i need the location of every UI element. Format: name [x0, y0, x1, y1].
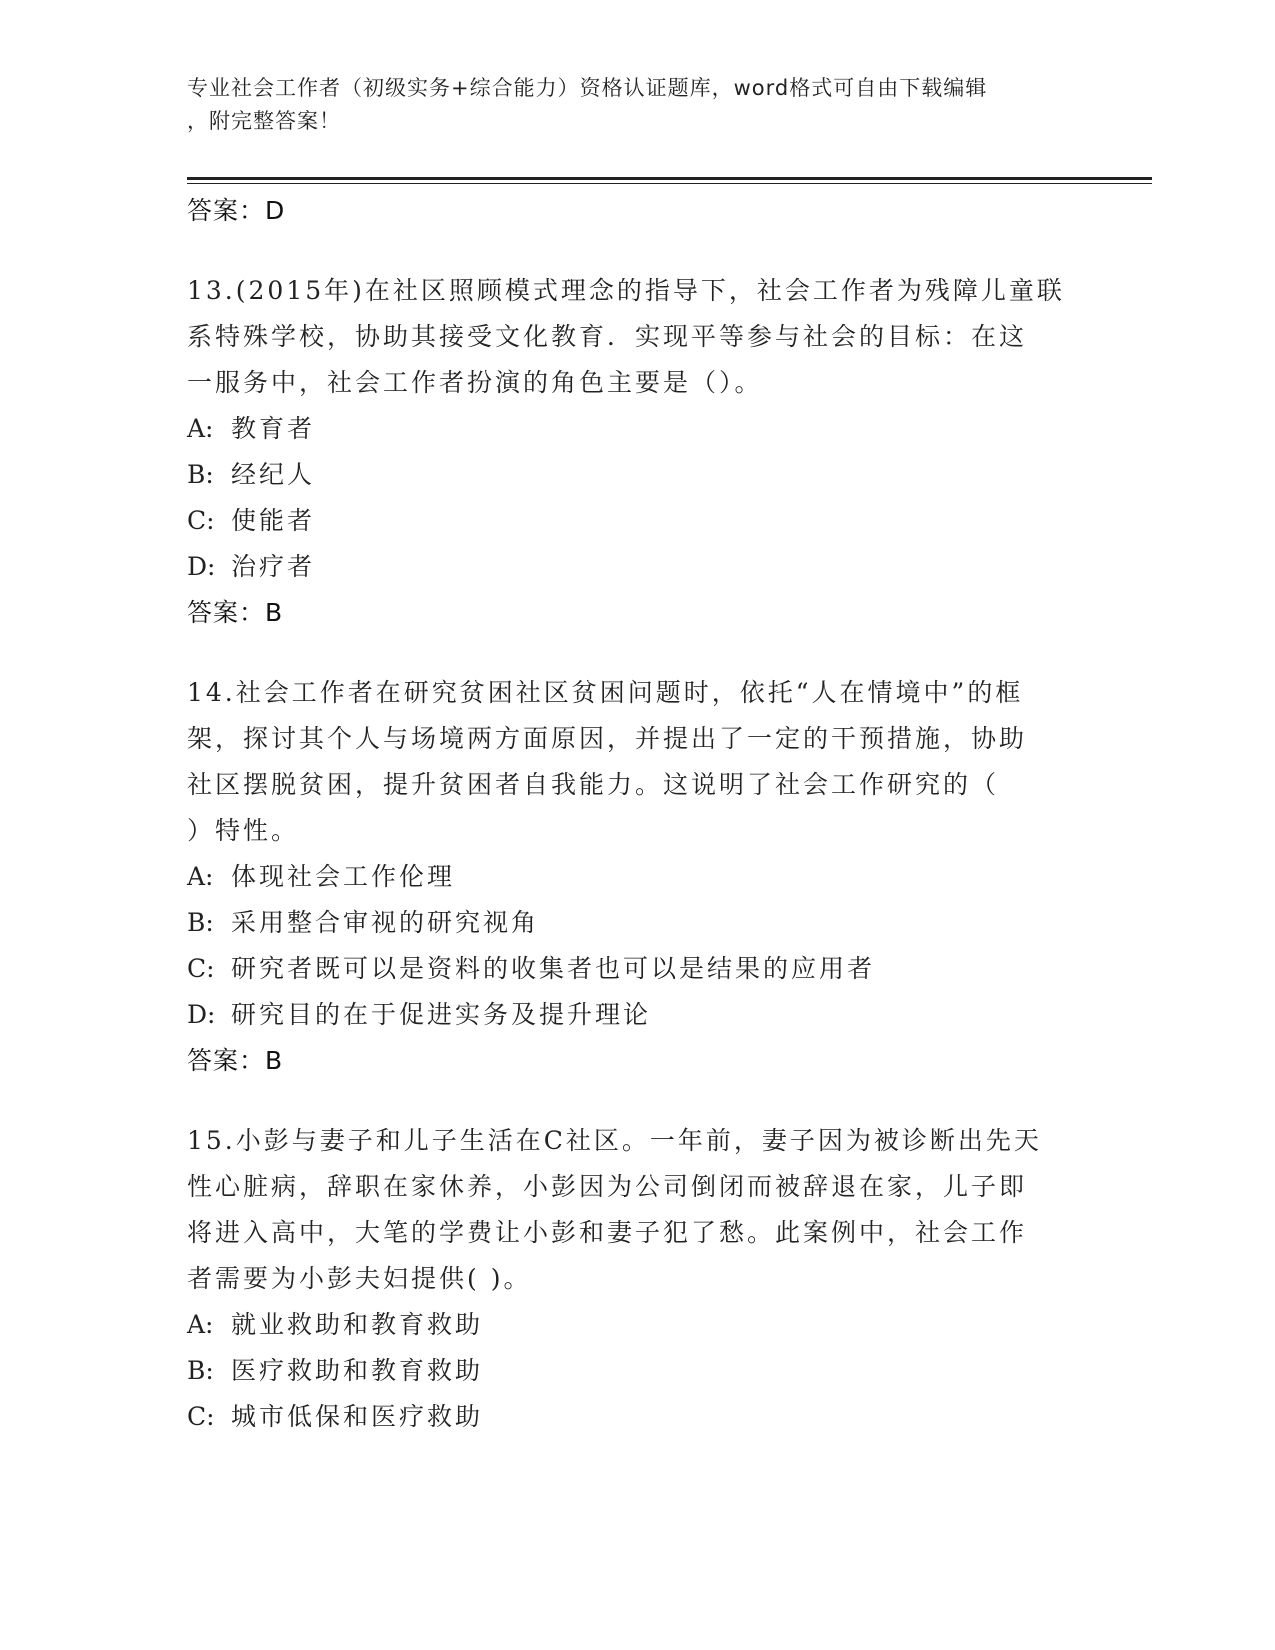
- stem-line: 13.(2015年)在社区照顾模式理念的指导下，社会工作者为残障儿童联: [187, 276, 1065, 305]
- stem-line: 14.社会工作者在研究贫困社区贫困问题时，依托“人在情境中”的框: [187, 678, 1024, 707]
- option-key: C:: [187, 1402, 215, 1431]
- option-b: [187, 1348, 1087, 1394]
- option-text: 体现社会工作伦理: [231, 862, 456, 891]
- option-text: 教育者: [231, 414, 316, 443]
- option-text: 使能者: [231, 506, 316, 535]
- question-stem: [187, 268, 1087, 406]
- option-c: [187, 1394, 1087, 1440]
- header-rule-thin: [187, 183, 1152, 184]
- previous-answer: 答案：D: [187, 196, 286, 225]
- option-key: C:: [187, 506, 215, 535]
- header-line-2: ，附完整答案！: [187, 109, 341, 133]
- question-15: [187, 1118, 1087, 1440]
- option-key: B:: [187, 1356, 214, 1385]
- answer-line: 答案：B: [187, 1046, 284, 1075]
- stem-line: 一服务中，社会工作者扮演的角色主要是（）。: [187, 368, 763, 397]
- option-text: 经纪人: [231, 460, 316, 489]
- question-14: [187, 670, 1087, 1084]
- option-text: 就业救助和教育救助: [231, 1310, 484, 1339]
- document-header: [187, 72, 1087, 138]
- option-b: [187, 900, 1087, 946]
- option-key: A:: [187, 414, 214, 443]
- option-text: 城市低保和医疗救助: [231, 1402, 484, 1431]
- question-stem: [187, 1118, 1087, 1302]
- option-a: [187, 406, 1087, 452]
- question-13: [187, 268, 1087, 636]
- stem-line: 15.小彭与妻子和儿子生活在C社区。一年前，妻子因为被诊断出先天: [187, 1126, 1042, 1155]
- option-c: [187, 498, 1087, 544]
- stem-line: 将进入高中，大笔的学费让小彭和妻子犯了愁。此案例中，社会工作: [187, 1218, 1028, 1247]
- option-a: [187, 854, 1087, 900]
- option-key: A:: [187, 1310, 214, 1339]
- option-c: [187, 946, 1087, 992]
- option-d: [187, 992, 1087, 1038]
- option-key: B:: [187, 460, 214, 489]
- option-text: 研究者既可以是资料的收集者也可以是结果的应用者: [231, 954, 876, 983]
- option-key: D:: [187, 1000, 216, 1029]
- header-rule-thick: [187, 177, 1152, 180]
- option-text: 研究目的在于促进实务及提升理论: [231, 1000, 652, 1029]
- option-key: C:: [187, 954, 215, 983]
- option-key: D:: [187, 552, 216, 581]
- stem-line: 架，探讨其个人与场境两方面原因，并提出了一定的干预措施，协助: [187, 724, 1028, 753]
- option-d: [187, 544, 1087, 590]
- option-text: 治疗者: [231, 552, 316, 581]
- option-key: A:: [187, 862, 214, 891]
- option-a: [187, 1302, 1087, 1348]
- stem-line: 性心脏病，辞职在家休养，小彭因为公司倒闭而被辞退在家，儿子即: [187, 1172, 1028, 1201]
- stem-line: 系特殊学校，协助其接受文化教育．实现平等参与社会的目标：在这: [187, 322, 1028, 351]
- stem-line: ）特性。: [187, 816, 300, 845]
- stem-line: 者需要为小彭夫妇提供( )。: [187, 1264, 532, 1293]
- option-text: 医疗救助和教育救助: [231, 1356, 484, 1385]
- stem-line: 社区摆脱贫困，提升贫困者自我能力。这说明了社会工作研究的（: [187, 770, 1000, 799]
- header-line-1: 专业社会工作者（初级实务+综合能力）资格认证题库，word格式可自由下载编辑: [187, 76, 988, 100]
- option-text: 采用整合审视的研究视角: [231, 908, 540, 937]
- question-stem: [187, 670, 1087, 854]
- answer-line: 答案：B: [187, 598, 284, 627]
- option-b: [187, 452, 1087, 498]
- question-list: [187, 188, 1087, 1440]
- option-key: B:: [187, 908, 214, 937]
